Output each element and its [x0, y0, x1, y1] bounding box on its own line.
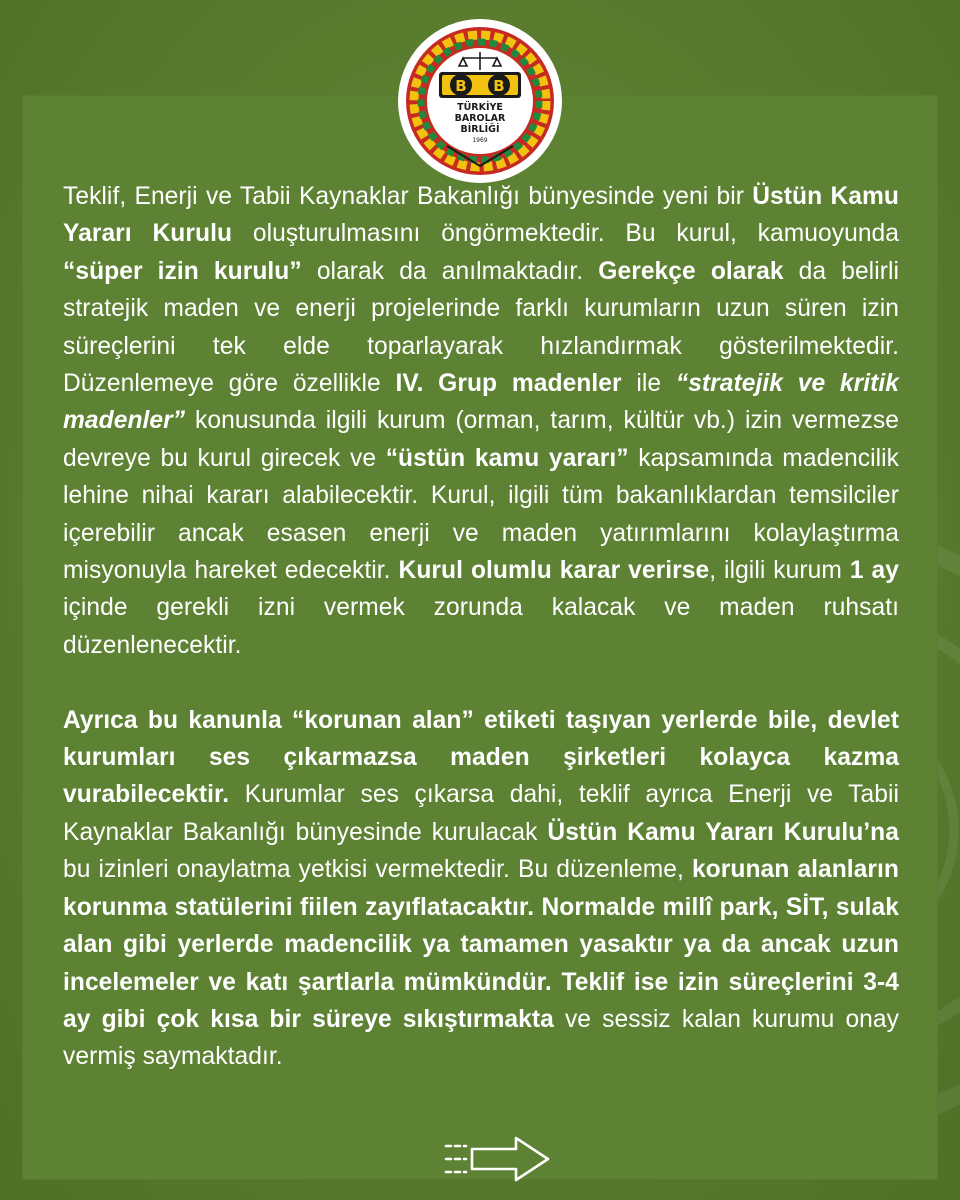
svg-text:B: B [455, 77, 467, 95]
logo-line-1: TÜRKİYE [457, 102, 503, 113]
svg-text:B: B [493, 77, 505, 95]
barolar-birligi-logo [397, 18, 563, 184]
logo-year: 1969 [472, 137, 488, 144]
paragraph-1: Teklif, Enerji ve Tabii Kaynaklar Bakanlığı bünyesinde yeni bir Üstün Kamu Yararı Kurulu oluşturulmasını öngörmektedir. Bu kurul, kamuoyunda “süper izin kurulu” olarak da anılmaktadır. Gerekçe olarak da belirli stratejik maden ve enerji projelerinde farklı kurumların uzun süren izin süreçlerini tek elde toparlayarak hızlandırmak gösterilmektedir. Düzenlemeye göre özellikle IV. Grup madenler ile “stratejik ve kritik madenler” konusunda ilgili kurum (orman, tarım, kültür vb.) izin vermezse devreye bu kurul girecek ve “üstün kamu yararı” kapsamında madencilik lehine nihai kararı alabilecektir. Kurul, ilgili tüm bakanlıklardan temsilciler içerebilir ancak esasen enerji ve maden yatırımlarını kolaylaştırma misyonuyla hareket edecektir. Kurul olumlu karar verirse, ilgili kurum 1 ay içinde gerekli izni vermek zorunda kalacak ve maden ruhsatı düzenlenecektir. [63, 183, 900, 659]
logo-line-2: BAROLAR [454, 113, 506, 124]
paragraph-2: Ayrıca bu kanunla “korunan alan” etiketi taşıyan yerlerde bile, devlet kurumları ses çıkarmazsa maden şirketleri kolayca kazma vurabilecektir. Kurumlar ses çıkarsa dahi, teklif ayrıca Enerji ve Tabii Kaynaklar Bakanlığı bünyesinde kurulacak Üstün Kamu Yararı Kurulu’na bu izinleri onaylatma yetkisi vermektedir. Bu düzenleme, korunan alanların korunma statülerini fiilen zayıflatacaktır. Normalde millî park, SİT, sulak alan gibi yerlerde madencilik ya tamamen yasaktır ya da ancak uzun incelemeler ve katı şartlarla mümkündür. Teklif ise izin süreçlerini 3-4 ay gibi çok kısa bir süreye sıkıştırmakta ve sessiz kalan kurumu onay vermiş saymaktadır. [63, 706, 899, 1071]
body-text [63, 178, 899, 1076]
arrow-right-icon[interactable] [444, 1135, 552, 1183]
logo-line-3: BİRLİĞİ [460, 124, 500, 135]
